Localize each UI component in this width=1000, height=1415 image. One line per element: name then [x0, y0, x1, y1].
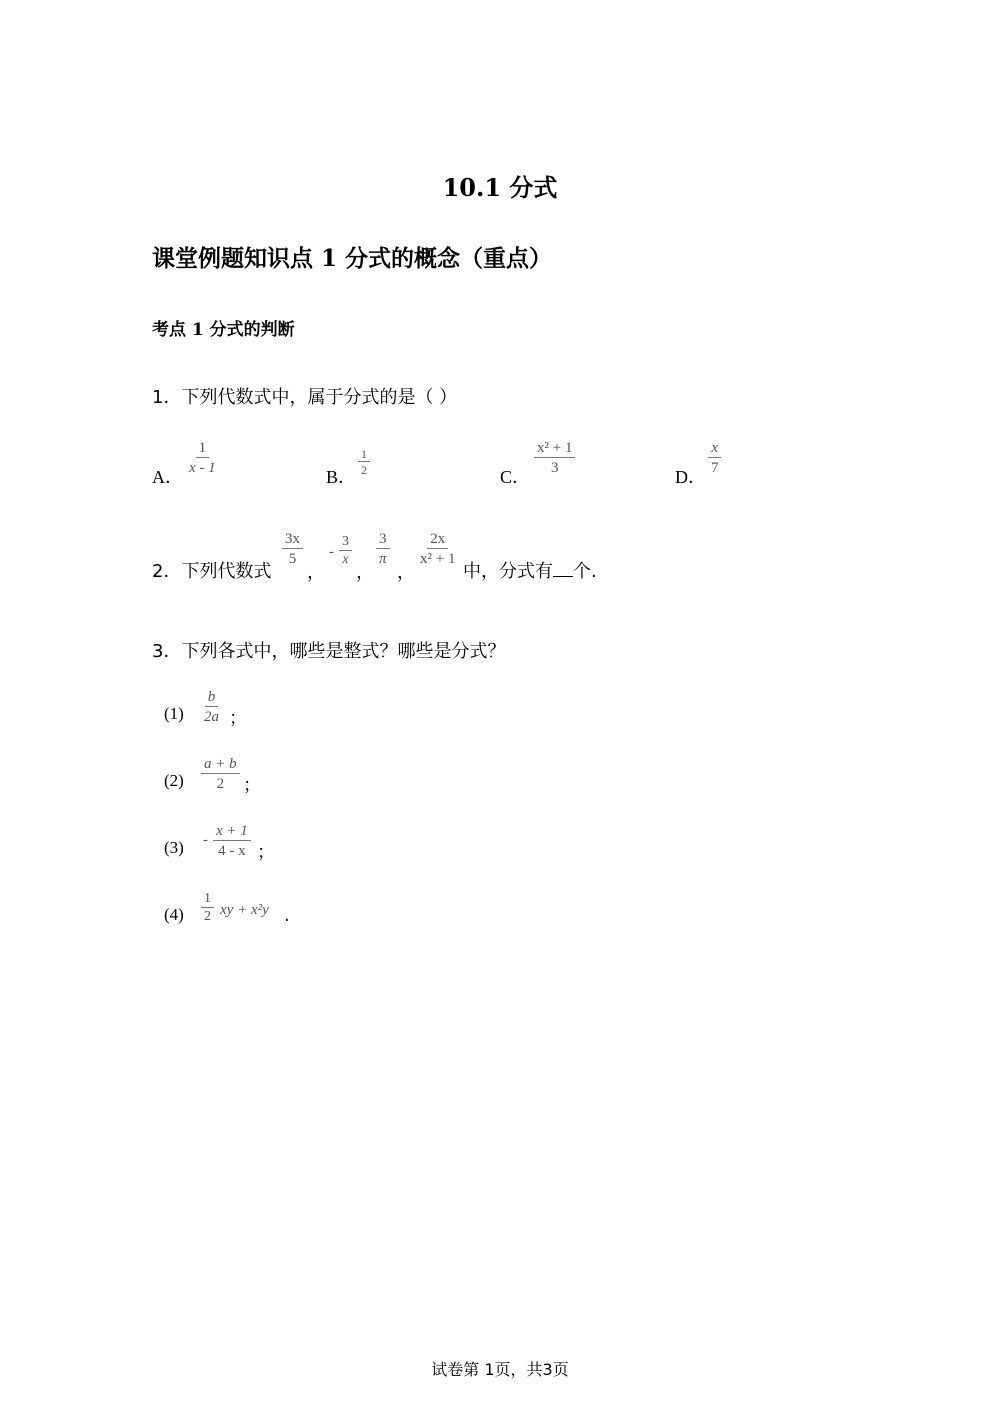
q3-item-2-end: ； [243, 775, 261, 796]
q2-expr-1-denominator: 5 [288, 551, 297, 567]
q2-expr-3-denominator: π [379, 551, 387, 567]
q2-expr-4 [417, 530, 458, 568]
q3-item-4-numerator: 1 [201, 891, 214, 908]
question-2-prefix: 2．下列代数式 [152, 561, 272, 582]
q2-expr-4-denominator: x² + 1 [420, 551, 456, 567]
q3-item-3-end: ； [257, 842, 275, 863]
option-a-label: A． [152, 467, 183, 487]
q2-expr-3 [376, 530, 390, 568]
option-b-numerator: 1 [358, 447, 370, 462]
q2-separator-2: ， [356, 562, 374, 583]
option-b-fraction [358, 447, 370, 477]
page-title: 10.1 分式 [442, 173, 558, 202]
q3-item-1-numerator: b [205, 688, 219, 707]
q2-expr-1-numerator: 3x [282, 530, 303, 549]
question-2-suffix: 个. [573, 561, 597, 582]
option-d-fraction [708, 439, 722, 477]
option-b-denominator: 2 [361, 463, 367, 477]
q3-item-4-tail: xy + x²y [220, 902, 269, 918]
q3-item-4-label: (4) [164, 905, 184, 924]
q3-item-3-denominator: 4 - x [218, 843, 246, 859]
q3-item-2-denominator: 2 [216, 776, 225, 792]
page-footer: 试卷第 1页，共3页 [431, 1360, 569, 1379]
q3-item-2-label: (2) [164, 771, 184, 790]
question-2-continuation [463, 557, 597, 583]
q3-item-3-label: (3) [164, 838, 184, 857]
q3-item-1-denominator: 2a [204, 709, 219, 725]
q2-separator-3: ， [397, 562, 415, 583]
option-c-fraction [534, 439, 575, 477]
q3-item-1-fraction [201, 688, 222, 726]
option-c-label: C． [500, 467, 531, 487]
q3-item-2-numerator: a + b [201, 755, 240, 774]
q3-item-2-fraction [201, 755, 240, 793]
q3-item-1-label: (1) [164, 704, 184, 723]
section-heading: 课堂例题知识点 1 分式的概念（重点） [152, 245, 553, 272]
q2-expr-2 [339, 534, 352, 568]
q3-item-1-end: ； [229, 708, 247, 729]
option-d-label: D． [675, 467, 706, 487]
q2-expr-1 [282, 530, 303, 568]
q2-expr-2-sign: - [329, 544, 334, 560]
q2-expr-2-numerator: 3 [339, 534, 352, 551]
question-1-text: 1．下列代数式中，属于分式的是（ ） [152, 387, 458, 408]
q3-item-3-fraction [213, 822, 251, 860]
q2-expr-2-denominator: x [342, 552, 349, 567]
q3-item-4-denominator: 2 [204, 909, 211, 924]
option-c-numerator: x² + 1 [534, 439, 575, 458]
option-d-numerator: x [708, 439, 721, 458]
q2-expr-3-numerator: 3 [376, 530, 390, 549]
option-c-denominator: 3 [550, 460, 559, 476]
option-a-denominator: x - 1 [189, 460, 216, 476]
option-d-denominator: 7 [711, 460, 719, 476]
q3-item-3-sign: - [203, 832, 208, 848]
option-a-numerator: 1 [196, 439, 210, 458]
option-b-label: B． [326, 467, 357, 487]
q3-item-3-numerator: x + 1 [213, 822, 251, 841]
q3-item-4-end: . [284, 905, 290, 926]
q2-separator-1: ， [307, 562, 325, 583]
question-3-text: 3．下列各式中，哪些是整式？哪些是分式？ [152, 641, 506, 662]
q3-item-4-fraction [201, 891, 214, 925]
answer-blank[interactable] [553, 560, 573, 577]
option-a-fraction [186, 439, 219, 477]
point-heading: 考点 1 分式的判断 [152, 320, 295, 340]
question-2-middle: 中，分式有 [463, 561, 553, 582]
q2-expr-4-numerator: 2x [427, 530, 448, 549]
